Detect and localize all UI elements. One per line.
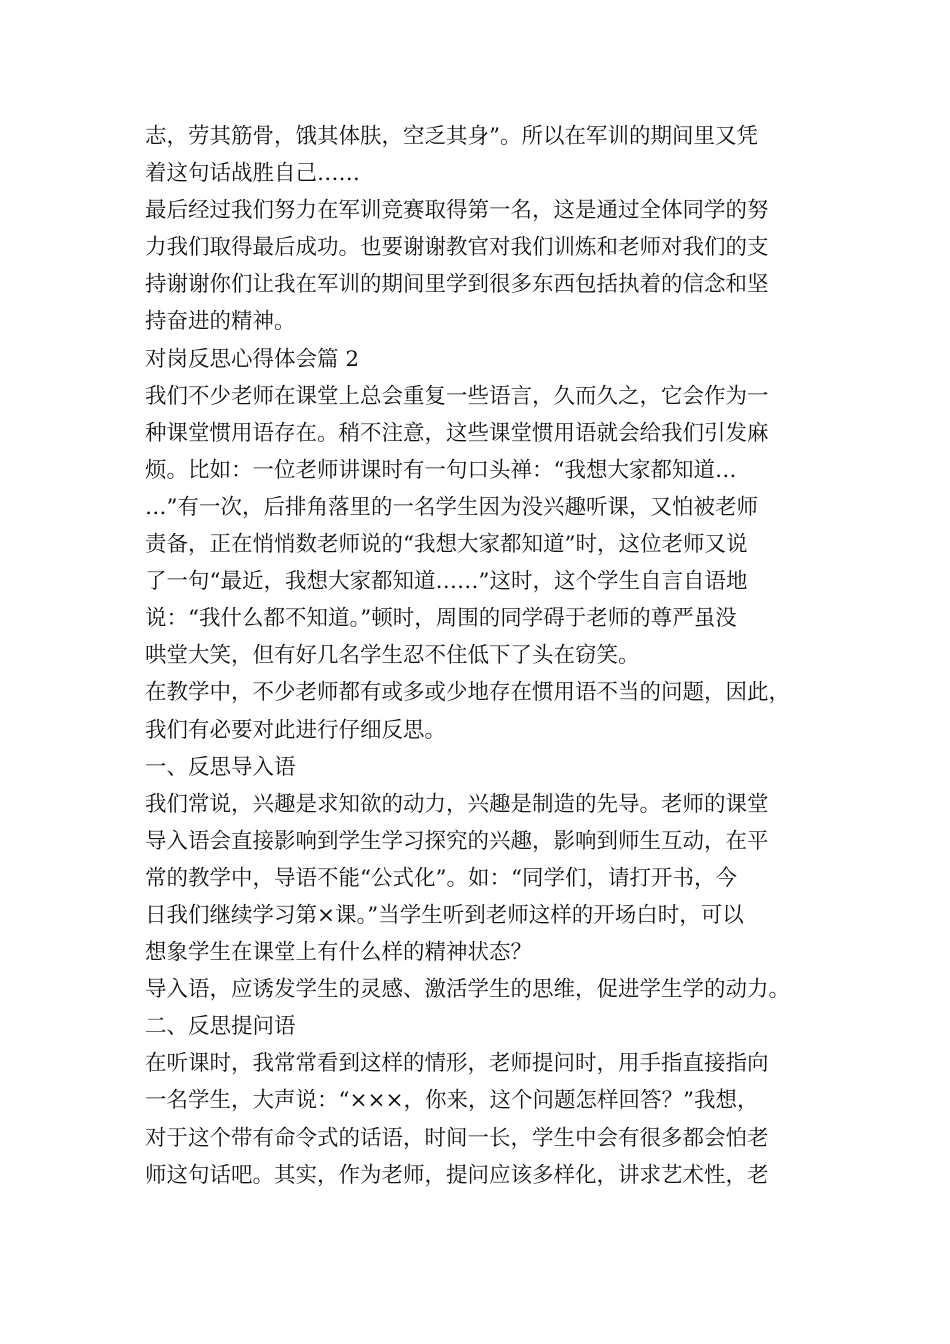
text-line: 志，劳其筋骨，饿其体肤，空乏其身”。所以在军训的期间里又凭 xyxy=(145,124,758,149)
text-line: 在教学中，不少老师都有或多或少地存在惯用语不当的问题，因此， xyxy=(145,680,791,706)
text-line: 持奋进的精神。 xyxy=(145,309,296,335)
text-line: 最后经过我们努力在军训竞赛取得第一名，这是通过全体同学的努 xyxy=(145,198,769,224)
text-line: 导入语会直接影响到学生学习探究的兴趣，影响到师生互动，在平 xyxy=(145,828,769,854)
text-line: 种课堂惯用语存在。稍不注意，这些课堂惯用语就会给我们引发麻 xyxy=(145,420,769,446)
text-line: 日我们继续学习第×课。”当学生听到老师这样的开场白时，可以 xyxy=(145,902,744,928)
text-line: 我们不少老师在课堂上总会重复一些语言，久而久之，它会作为一 xyxy=(145,383,769,409)
text-line: 着这句话战胜自己…… xyxy=(145,161,361,187)
text-line: 常的教学中，导语不能“公式化”。如：“同学们，请打开书，今 xyxy=(145,865,737,891)
text-line: 一名学生，大声说：“×××，你来，这个问题怎样回答？”我想， xyxy=(145,1088,759,1114)
text-line: …”有一次，后排角落里的一名学生因为没兴趣听课，又怕被老师 xyxy=(145,494,758,520)
text-line: 烦。比如：一位老师讲课时有一句口头禅：“我想大家都知道… xyxy=(145,457,737,483)
document-body xyxy=(145,118,825,1194)
text-line: 我们常说，兴趣是求知欲的动力，兴趣是制造的先导。老师的课堂 xyxy=(145,791,769,817)
text-line: 了一句“最近，我想大家都知道……”这时，这个学生自言自语地 xyxy=(145,569,748,595)
section-heading: 二、反思提问语 xyxy=(145,1014,296,1040)
text-line: 对于这个带有命令式的话语，时间一长，学生中会有很多都会怕老 xyxy=(145,1125,769,1151)
text-line: 我们有必要对此进行仔细反思。 xyxy=(145,717,447,743)
text-line: 说：“我什么都不知道。”顿时，周围的同学碍于老师的尊严虽没 xyxy=(145,606,737,632)
text-line: 在听课时，我常常看到这样的情形，老师提问时，用手指直接指向 xyxy=(145,1051,769,1077)
text-line: 导入语，应诱发学生的灵感、激活学生的思维，促进学生学的动力。 xyxy=(145,977,791,1003)
text-line: 师这句话吧。其实，作为老师，提问应该多样化，讲求艺术性，老 xyxy=(145,1162,769,1188)
section-heading: 对岗反思心得体会篇 2 xyxy=(145,346,360,372)
section-heading: 一、反思导入语 xyxy=(145,754,296,780)
text-line: 持谢谢你们让我在军训的期间里学到很多东西包括执着的信念和坚 xyxy=(145,272,769,298)
text-line: 哄堂大笑，但有好几名学生忍不住低下了头在窃笑。 xyxy=(145,643,640,669)
text-line: 想象学生在课堂上有什么样的精神状态？ xyxy=(145,940,533,966)
text-line: 力我们取得最后成功。也要谢谢教官对我们训炼和老师对我们的支 xyxy=(145,235,769,261)
text-line: 责备，正在悄悄数老师说的“我想大家都知道”时，这位老师又说 xyxy=(145,532,748,558)
